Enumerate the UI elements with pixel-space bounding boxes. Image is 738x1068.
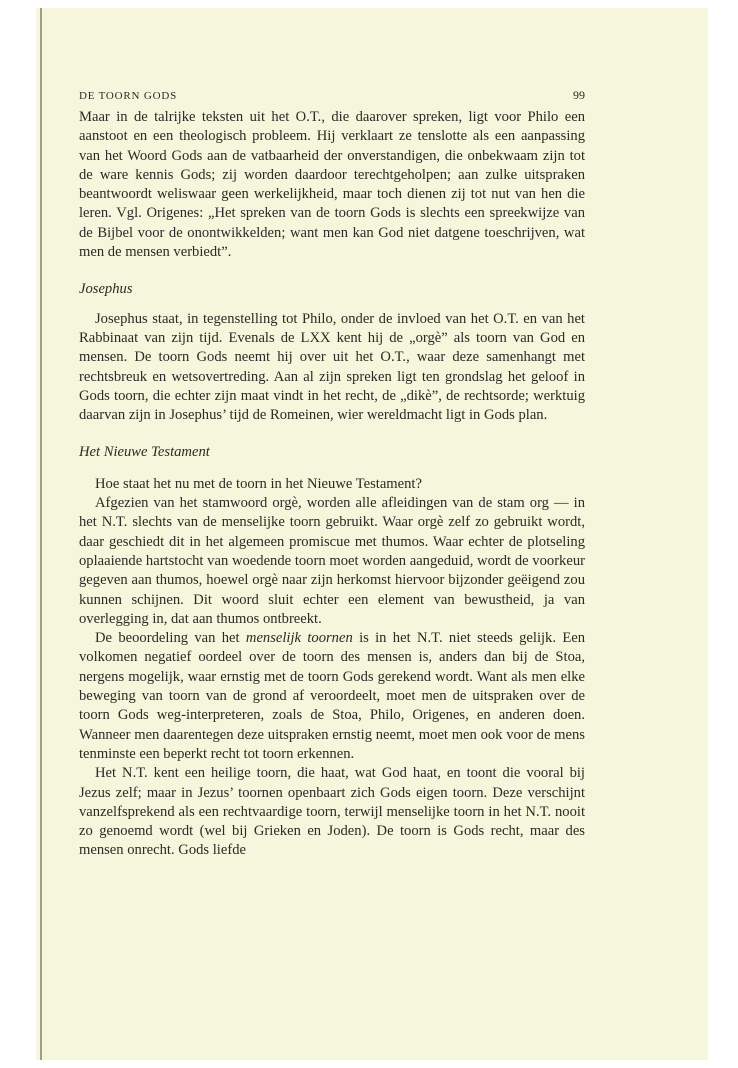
paragraph-intro: Maar in de talrijke teksten uit het O.T., die daarover spreken, ligt voor Philo een aanstoot en een theologisch probleem. Hij verklaart ze tenslotte als een aanpassing van het Woord Gods aan de vatbaarheid der onverstandigen, die onbekwaam zijn tot de ware kennis Gods; zij worden daardoor terechtgeholpen; aan zulke uitspraken beantwoordt weliswaar geen werkelijkheid, maar toch dienen zij tot nut van hen die leren. Vgl. Origenes: „Het spreken van de toorn Gods is slechts een spreekwijze van de Bijbel voor de onontwikkelden; want men kan God niet datgene toeschrijven, wat men de mensen verbiedt”. (79, 109, 585, 261)
running-header (79, 88, 585, 108)
page-binding-edge (40, 8, 42, 1060)
paragraph-beoordeling (79, 629, 585, 764)
emphasis-menselijk-toornen: menselijk toornen (245, 630, 353, 647)
paragraph-afgezien: Afgezien van het stamwoord orgè, worden alle afleidingen van de stam org — in het N.T. slechts van de menselijke toorn gebruikt. Waar orgè zelf zo gebruikt wordt, daar geschiedt dit in het algemeen promiscue met thumos. Waar echter de plotseling oplaaiende hartstocht van woedende toorn moet worden aangeduid, wordt de voorkeur gegeven aan thumos, hoewel orgè naar zijn herkomst hiervoor bijzonder geëigend zou kunnen schijnen. Dit woord sluit echter een element van bewustheid, ja van overlegging in, dat aan thumos ontbreekt. (79, 495, 585, 627)
beoordeling-text-start: De beoordeling van het (95, 630, 246, 647)
section-heading-josephus: Josephus (79, 281, 133, 298)
page-number: 99 (573, 88, 585, 102)
paragraph-josephus: Josephus staat, in tegenstelling tot Philo, onder de invloed van het O.T. en van het Rabbinaat van zijn tijd. Evenals de LXX kent hij de „orgè” als toorn van God en mensen. De toorn Gods neemt hij over uit het O.T., waar deze samenhangt met rechtsbreuk en wetsovertreding. Aan al zijn spreken ligt ten grondslag het geloof in Gods toorn, die echter zijn maat vindt in het recht, de „dikè”, de rechtsorde; werktuig daarvan zijn in Josephus’ tijd de Romeinen, wier wereldmacht ligt in Gods plan. (79, 310, 585, 424)
paragraph-heilige-toorn: Het N.T. kent een heilige toorn, die haat, wat God haat, en toont die vooral bij Jezus zelf; maar in Jezus’ toornen openbaart zich Gods eigen toorn. Deze verschijnt vanzelfsprekend als een rechtvaardige toorn, terwijl menselijke toorn in het N.T. nooit zo genoemd wordt (wel bij Grieken en Joden). De toorn is Gods recht, maar des mensen onrecht. Gods liefde (79, 765, 585, 859)
beoordeling-text-rest: is in het N.T. niet steeds gelijk. Een volkomen negatief oordeel over de toorn des mensen is, anders dan bij de Stoa, nergens mogelijk, waar ernstig met de toorn Gods gerekend wordt. Want als men elke beweging van toorn van de grond af veroordeelt, moet men de uitspraken over de toorn Gods weg-interpreteren, zoals de Stoa, Philo, Origenes, en anderen doen. Wanneer men daarentegen deze uitspraken ernstig neemt, moet men ook voor de mens tenminste een beperkt recht tot toorn erkennen. (79, 630, 586, 762)
paragraph-nt-question: Hoe staat het nu met de toorn in het Nieuwe Testament? (95, 475, 422, 492)
page-content (79, 88, 585, 861)
section-heading-nieuwe-testament: Het Nieuwe Testament (79, 444, 210, 461)
running-title: DE TOORN GODS (79, 90, 178, 102)
